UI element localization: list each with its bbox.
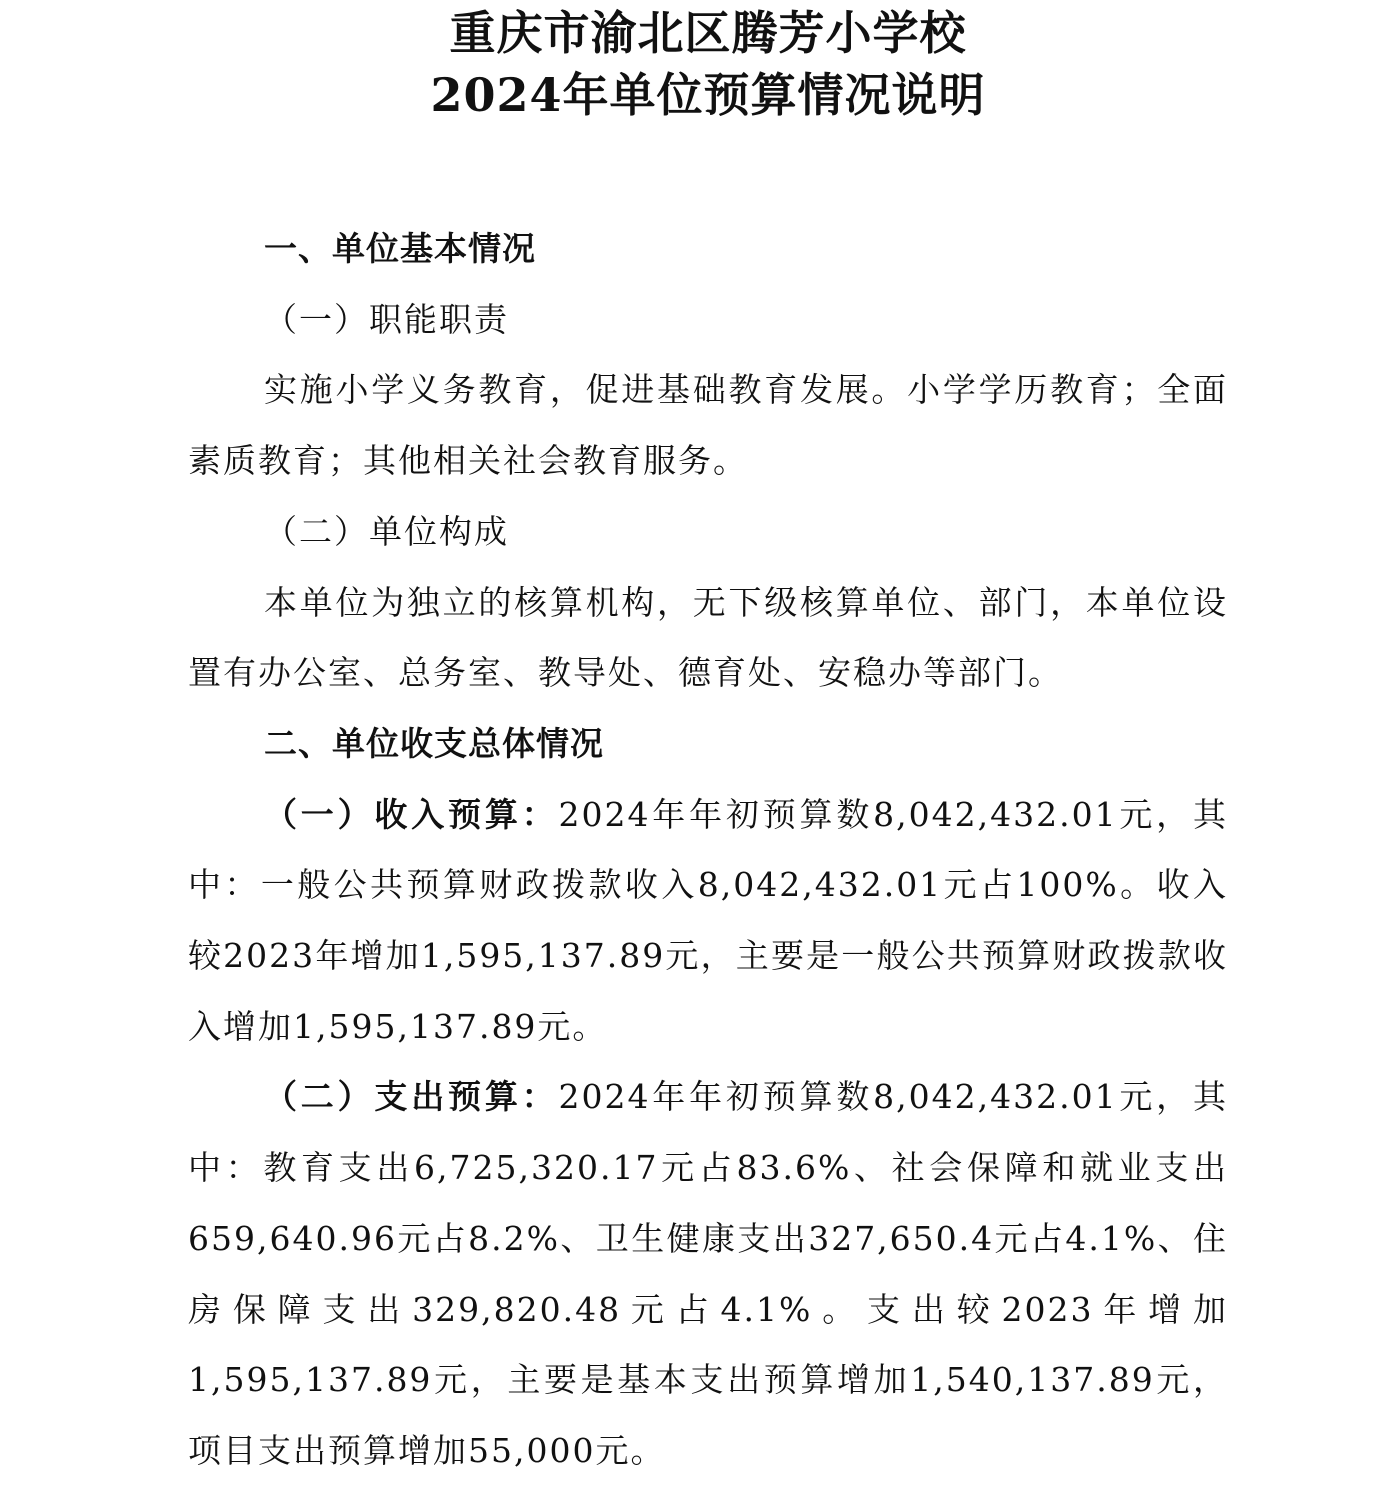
expense-budget-text: 2024年年初预算数8,042,432.01元，其中：教育支出6,725,320.17元占83.6%、社会保障和就业支出659,640.96元占8.2%、卫生健康支出327,650.4元占4.1%、住房保障支出329,820.48元占4.1%。支出较2023年增加1,595,137.89元，主要是基本支出预算增加1,540,137.89元，项目支出预算增加55,000元。 — [188, 1077, 1228, 1470]
income-budget-text: 2024年年初预算数8,042,432.01元，其中：一般公共预算财政拨款收入8,042,432.01元占100%。收入较2023年增加1,595,137.89元，主要是一般公共预算财政拨款收入增加1,595,137.89元。 — [188, 794, 1228, 1046]
section-1-sub1-heading: （一）职能职责 — [264, 299, 509, 339]
section-1-sub1-paragraph: 实施小学义务教育，促进基础教育发展。小学学历教育；全面素质教育；其他相关社会教育服务。 — [188, 370, 1228, 481]
section-2-sub1-paragraph — [188, 780, 1228, 1063]
document-title — [188, 2, 1228, 126]
expense-budget-label: （二）支出预算： — [264, 1077, 559, 1117]
section-2-heading: 二、单位收支总体情况 — [264, 723, 604, 763]
section-2-sub2-paragraph — [188, 1062, 1228, 1486]
section-1-sub2-paragraph: 本单位为独立的核算机构，无下级核算单位、部门，本单位设置有办公室、总务室、教导处、德育处、安稳办等部门。 — [188, 582, 1228, 693]
section-1-heading: 一、单位基本情况 — [264, 229, 536, 268]
document-body — [188, 214, 1228, 1487]
title-line-1: 重庆市渝北区腾芳小学校 — [449, 6, 967, 60]
income-budget-label: （一）收入预算： — [264, 794, 559, 834]
section-1-sub2-heading: （二）单位构成 — [264, 511, 509, 551]
title-line-2: 2024年单位预算情况说明 — [430, 68, 986, 122]
